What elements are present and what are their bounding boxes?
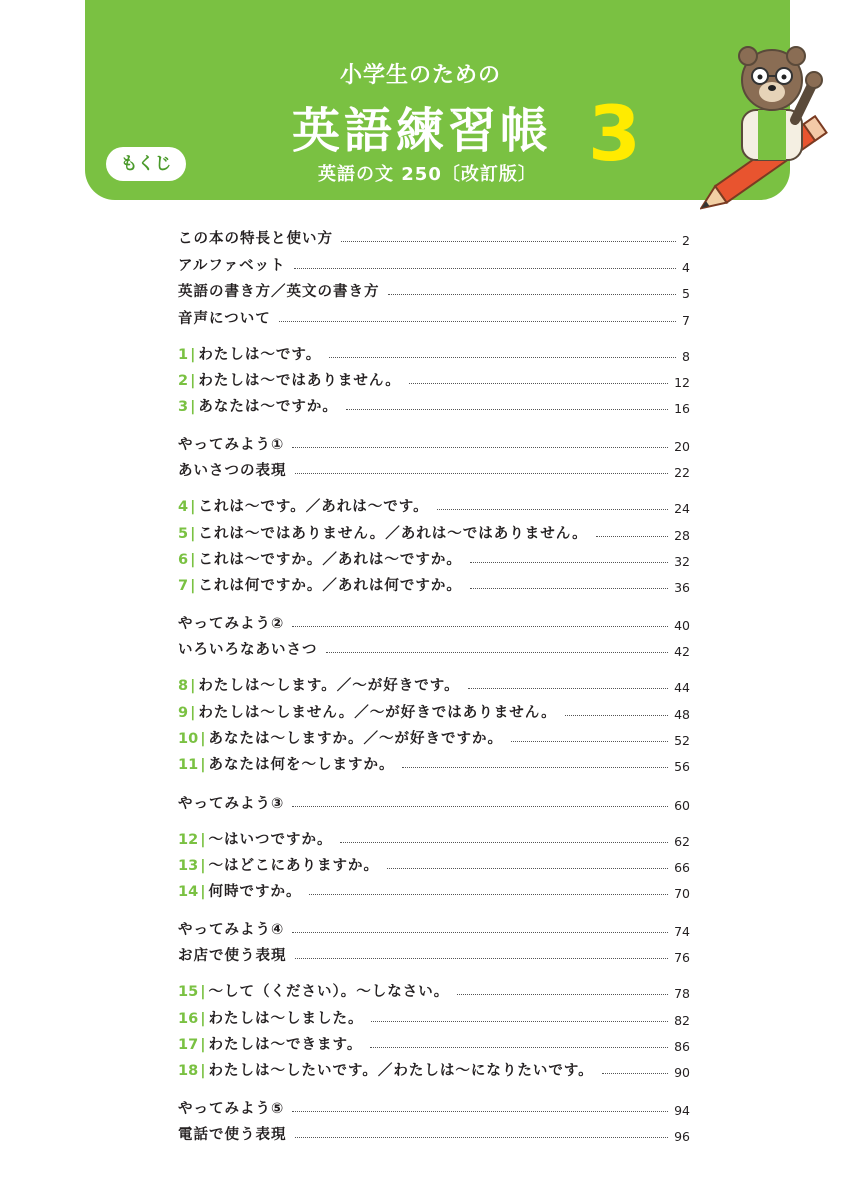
toc-entry-title: わたしは～します。／～が好きです。 [198,677,460,694]
lesson-number: 14 [178,883,199,900]
toc-entry[interactable] [178,521,690,543]
toc-entry[interactable] [178,827,690,849]
toc-entry-title: これは何ですか。／あれは何ですか。 [198,577,462,594]
page-number: 90 [674,1065,690,1080]
toc-entry[interactable] [178,342,690,364]
toc-entry-title: やってみよう⑤ [178,1100,285,1117]
page-number: 5 [682,286,690,301]
toc-entry-title: ～はどこにありますか。 [208,857,379,874]
lesson-separator: | [200,1062,206,1079]
toc-entry[interactable] [178,752,690,774]
page-number: 4 [682,260,690,275]
lesson-separator: | [190,551,196,568]
lesson-separator: | [190,346,196,363]
dot-leader [326,652,669,653]
toc-entry[interactable] [178,458,690,480]
page-number: 40 [674,618,690,633]
toc-entry-title: ～はいつですか。 [208,831,333,848]
toc-entry[interactable] [178,979,690,1001]
page-number: 62 [674,834,690,849]
toc-entry-title: やってみよう① [178,436,285,453]
page-number: 56 [674,759,690,774]
toc-entry-title: ～して（ください）。～しなさい。 [208,983,450,1000]
lesson-separator: | [200,730,206,747]
dot-leader [402,767,668,768]
lesson-number: 17 [178,1036,199,1053]
toc-entry-title: あなたは～しますか。／～が好きですか。 [208,730,503,747]
page-number: 24 [674,501,690,516]
dot-leader [292,932,668,933]
lesson-number: 11 [178,756,199,773]
lesson-number: 3 [178,398,189,415]
dot-leader [292,626,668,627]
lesson-number: 10 [178,730,199,747]
toc-entry-title: この本の特長と使い方 [178,230,333,247]
dot-leader [387,868,668,869]
toc-entry-title: あなたは何を～しますか。 [208,756,395,773]
lesson-separator: | [190,525,196,542]
page-number: 36 [674,580,690,595]
dot-leader [511,741,668,742]
lesson-separator: | [200,1036,206,1053]
toc-entry[interactable] [178,253,690,275]
lesson-separator: | [190,677,196,694]
toc-entry[interactable] [178,1006,690,1028]
toc-entry[interactable] [178,611,690,633]
toc-entry[interactable] [178,791,690,813]
toc-entry[interactable] [178,673,690,695]
page-number: 16 [674,401,690,416]
page-number: 28 [674,528,690,543]
lesson-separator: | [190,498,196,515]
toc-entry[interactable] [178,547,690,569]
lesson-number: 18 [178,1062,199,1079]
toc-entry[interactable] [178,637,690,659]
toc-entry-title: わたしは～できます。 [208,1036,363,1053]
page-number: 70 [674,886,690,901]
toc-entry[interactable] [178,700,690,722]
dot-leader [295,1137,669,1138]
dot-leader [346,409,668,410]
toc-entry-title: あなたは～ですか。 [198,398,338,415]
lesson-separator: | [190,398,196,415]
toc-entry[interactable] [178,306,690,328]
toc-entry-title: これは～です。／あれは～です。 [198,498,429,515]
page-number: 86 [674,1039,690,1054]
toc-entry[interactable] [178,432,690,454]
page-number: 66 [674,860,690,875]
book-title: 英語練習帳 [292,103,553,159]
toc-entry[interactable] [178,1122,690,1144]
toc-entry-title: 音声について [178,310,271,327]
dot-leader [468,688,669,689]
lesson-separator: | [200,857,206,874]
dot-leader [470,588,668,589]
lesson-separator: | [200,883,206,900]
lesson-number: 16 [178,1010,199,1027]
page-number: 44 [674,680,690,695]
toc-entry-title: わたしは～です。 [198,346,322,363]
toc-entry-title: アルファベット [178,257,286,274]
page-number: 76 [674,950,690,965]
dot-leader [279,321,676,322]
dot-leader [565,715,668,716]
dot-leader [388,294,677,295]
page-number: 60 [674,798,690,813]
toc-entry-title: これは～ではありません。／あれは～ではありません。 [198,525,588,542]
toc-entry[interactable] [178,368,690,390]
toc-entry-title: あいさつの表現 [178,462,287,479]
dot-leader [329,357,676,358]
book-subtitle: 小学生のための [340,63,502,88]
dot-leader [295,473,669,474]
toc-entry[interactable] [178,879,690,901]
dot-leader [596,536,668,537]
lesson-separator: | [190,372,196,389]
dot-leader [292,806,668,807]
lesson-separator: | [190,704,196,721]
dot-leader [294,268,676,269]
toc-entry[interactable] [178,853,690,875]
toc-entry[interactable] [178,1058,690,1080]
toc-entry-title: わたしは～しました。 [208,1010,364,1027]
toc-entry[interactable] [178,1032,690,1054]
dot-leader [309,894,668,895]
lesson-separator: | [200,831,206,848]
lesson-number: 2 [178,372,189,389]
lesson-number: 5 [178,525,189,542]
toc-entry[interactable] [178,943,690,965]
page-number: 20 [674,439,690,454]
page-number: 2 [682,233,690,248]
page-number: 74 [674,924,690,939]
dot-leader [292,1111,668,1112]
dot-leader [457,994,668,995]
lesson-number: 4 [178,498,189,515]
page-number: 96 [674,1129,690,1144]
dot-leader [292,447,668,448]
dot-leader [370,1047,668,1048]
contents-badge: もくじ [106,147,186,181]
toc-entry[interactable] [178,917,690,939]
lesson-number: 1 [178,346,189,363]
toc-entry[interactable] [178,573,690,595]
toc-entry-title: わたしは～したいです。／わたしは～になりたいです。 [208,1062,594,1079]
dot-leader [341,241,676,242]
lesson-number: 7 [178,577,189,594]
page-number: 48 [674,707,690,722]
toc-entry-title: やってみよう② [178,615,285,632]
lesson-number: 12 [178,831,199,848]
toc-entry[interactable] [178,1096,690,1118]
toc-entry-title: わたしは～ではありません。 [198,372,401,389]
lesson-separator: | [200,756,206,773]
page-number: 8 [682,349,690,364]
lesson-number: 6 [178,551,189,568]
page-number: 52 [674,733,690,748]
page-number: 32 [674,554,690,569]
dot-leader [470,562,668,563]
lesson-separator: | [190,577,196,594]
toc-entry[interactable] [178,226,690,248]
toc-entry-title: 何時ですか。 [208,883,302,900]
volume-number: 3 [588,89,641,178]
page-number: 12 [674,375,690,390]
toc-entry-title: これは～ですか。／あれは～ですか。 [198,551,462,568]
lesson-separator: | [200,983,206,1000]
edition-line: 英語の文 250〔改訂版〕 [318,164,537,185]
toc-entry-title: 英語の書き方／英文の書き方 [178,283,380,300]
page-number: 78 [674,986,690,1001]
toc-entry-title: いろいろなあいさつ [178,641,318,658]
lesson-number: 9 [178,704,189,721]
toc-entry-title: 電話で使う表現 [178,1126,287,1143]
lesson-number: 13 [178,857,199,874]
toc-entry[interactable] [178,394,690,416]
toc-entry-title: やってみよう③ [178,795,285,812]
dot-leader [437,509,669,510]
toc-entry-title: やってみよう④ [178,921,285,938]
toc-entry[interactable] [178,279,690,301]
dot-leader [409,383,668,384]
toc-entry-title: お店で使う表現 [178,947,287,964]
lesson-separator: | [200,1010,206,1027]
page-number: 42 [674,644,690,659]
dot-leader [295,958,669,959]
toc-entry[interactable] [178,726,690,748]
lesson-number: 8 [178,677,189,694]
toc-entry-title: わたしは～しません。／～が好きではありません。 [198,704,557,721]
page-number: 7 [682,313,690,328]
toc-entry[interactable] [178,494,690,516]
page-number: 82 [674,1013,690,1028]
dot-leader [371,1021,668,1022]
dot-leader [340,842,668,843]
lesson-number: 15 [178,983,199,1000]
page-number: 22 [674,465,690,480]
dot-leader [602,1073,668,1074]
bear-mascot-icon [700,40,845,210]
page-number: 94 [674,1103,690,1118]
